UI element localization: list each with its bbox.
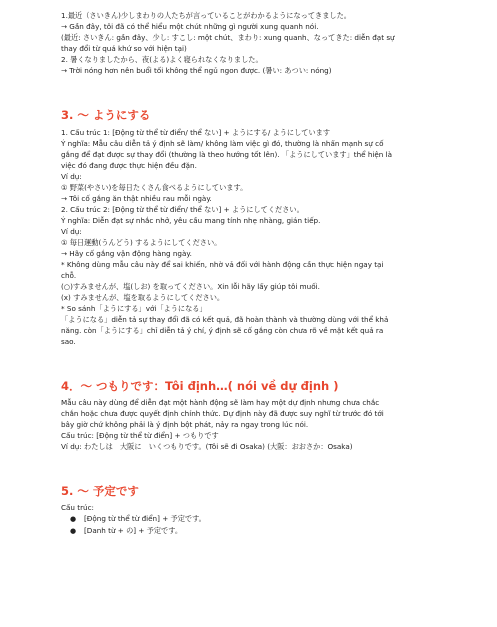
body-line: → Tôi cố gắng ăn thật nhiều rau mỗi ngày. bbox=[61, 194, 212, 203]
list-item bbox=[61, 525, 451, 537]
bullet-icon: ● bbox=[70, 527, 77, 535]
list-item-text: [Danh từ + の] + 予定です。 bbox=[84, 526, 183, 535]
body-line: năng. còn「ようにする」chỉ diễn tả ý chí, ý định sẽ cố gắng còn chưa rõ về mặt kết quả ra bbox=[61, 326, 384, 335]
body-line: ① 野菜(やさい)を毎日たくさん食べるようにしています。 bbox=[61, 183, 248, 192]
intro-block bbox=[61, 10, 451, 76]
list-item-text: [Động từ thể từ điển] + 予定です。 bbox=[84, 514, 206, 523]
body-line: việc đó đang được thực hiện đều đặn. bbox=[61, 161, 197, 170]
body-line: 2. Cấu trúc 2: [Động từ thể từ điển/ thể ない] + ようにしてください。 bbox=[61, 205, 304, 214]
body-line: 1. Cấu trúc 1: [Động từ thể từ điển/ thể ない] + ようにする/ ようにしています bbox=[61, 128, 331, 137]
body-line: Ví dụ: わたしは 大阪に いくつもりです。(Tôi sẽ đi Osaka) (大阪：おおさか：Osaka) bbox=[61, 442, 353, 451]
body-line: * Không dùng mẫu câu này để sai khiến, nhờ vả đối với hành động cần thực hiện ngay tại bbox=[61, 260, 384, 269]
intro-line: → Gần đây, tôi đã có thể hiểu một chút những gì người xung quanh nói. bbox=[61, 22, 319, 31]
body-line: chỗ. bbox=[61, 271, 77, 280]
intro-line: → Trời nóng hơn nên buổi tối không thể ngủ ngon được. (暑い: あつい: nóng) bbox=[61, 66, 332, 75]
intro-line: 1.最近（さいきん)少しまわりの人たちが言っていることがわかるようになってきました。 bbox=[61, 11, 351, 20]
bullet-icon: ● bbox=[70, 515, 77, 523]
body-line: Ví dụ: bbox=[61, 227, 82, 236]
body-line: bây giờ chứ không phải là ý định bột phát, nảy ra ngay trong lúc nói. bbox=[61, 420, 309, 429]
body-line: sao. bbox=[61, 337, 76, 346]
body-line: → Hãy cố gắng vận động hàng ngày. bbox=[61, 249, 192, 258]
body-line: 「ようになる」diễn tả sự thay đổi đã có kết quả, đã hoàn thành và thường dùng với thể khả bbox=[61, 315, 389, 324]
body-line: gắng để đạt được sự thay đổi (thường là theo hướng tốt lên). 「ようにしています」thể hiện là bbox=[61, 150, 393, 159]
section-5-body bbox=[61, 502, 451, 537]
body-line: (x) すみませんが、塩を取るようにしてください。 bbox=[61, 293, 225, 302]
body-line: ① 毎日運動(うんどう) するようにしてください。 bbox=[61, 238, 222, 247]
section-4-heading: 4．～ つもりです：Tôi định…( nói về dự định ) bbox=[61, 379, 339, 393]
body-line: Mẫu câu này dùng để diễn đạt một hành động sẽ làm hay một dự định nhưng chưa chắc bbox=[61, 398, 380, 407]
section-3-body bbox=[61, 127, 451, 347]
section-4-body bbox=[61, 397, 451, 452]
body-line: (○)すみませんが、塩(しお) を取ってください。Xin lỗi hãy lấy giúp tôi muối. bbox=[61, 282, 320, 291]
body-line: Ví dụ: bbox=[61, 172, 82, 181]
body-line: Ý nghĩa: Mẫu câu diễn tả ý định sẽ làm/ không làm việc gì đó, thường là nhấn mạnh sự cố bbox=[61, 139, 384, 148]
structure-label: Cấu trúc: bbox=[61, 503, 94, 512]
body-line: Cấu trúc: [Động từ thể từ điển] + つもりです bbox=[61, 431, 219, 440]
section-3-heading: 3. ～ ようにする bbox=[61, 108, 151, 122]
intro-line: 2. 暑くなりましたから、夜(よる)よく寝られなくなりました。 bbox=[61, 55, 263, 64]
intro-line: (最近: さいきん: gần đây、少し: すこし: một chút、まわり: xung quanh、なってきた: diễn đạt sự bbox=[61, 33, 395, 42]
document-page bbox=[61, 10, 451, 537]
list-item bbox=[61, 513, 451, 525]
section-5-heading: 5. ～ 予定です bbox=[61, 484, 139, 498]
body-line: * So sánh「ようにする」với「ようになる」 bbox=[61, 304, 207, 313]
body-line: Ý nghĩa: Diễn đạt sự nhắc nhở, yêu cầu mang tính nhẹ nhàng, gián tiếp. bbox=[61, 216, 321, 225]
intro-line: thay đổi từ quá khứ so với hiện tại) bbox=[61, 44, 187, 53]
structure-list bbox=[61, 513, 451, 537]
body-line: chắn hoặc chưa được quyết định chính thức. Dự định này đã được suy nghĩ từ trước đó tới bbox=[61, 409, 384, 418]
